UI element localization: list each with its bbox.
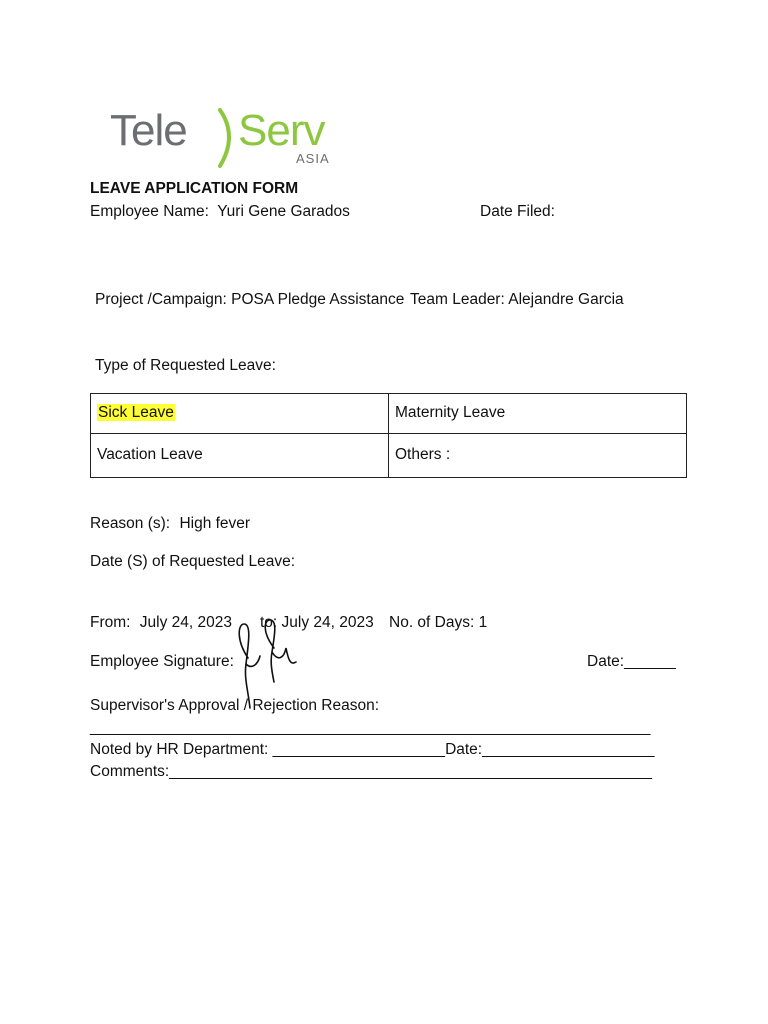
to-label: to: [260,614,278,631]
vacation-leave-option: Vacation Leave [97,446,203,464]
comments-label: Comments: [90,763,170,780]
reason-value[interactable]: High fever [179,515,251,532]
hr-date-line[interactable]: ____________________ [482,741,655,758]
table-row [91,394,687,434]
hr-row [90,741,655,759]
team-leader-row [410,291,624,309]
hr-noted-line[interactable]: ____________________ [272,741,446,758]
maternity-leave-cell[interactable] [389,394,687,434]
reason-row [90,515,250,533]
from-date-value[interactable]: July 24, 2023 [139,614,232,631]
leave-type-table [90,393,687,478]
others-leave-cell[interactable] [389,433,687,477]
project-value[interactable]: POSA Pledge Assistance [231,291,405,308]
hr-noted-label: Noted by HR Department: [90,741,269,758]
days-value[interactable]: 1 [478,614,488,631]
maternity-leave-option: Maternity Leave [395,404,506,422]
teleserv-logo [110,108,350,170]
supervisor-approval-line[interactable]: _________________________________________________________________ [90,719,651,736]
reason-label: Reason (s): [90,515,171,532]
project-row [95,291,404,309]
signature-date-label: Date: [587,653,625,670]
requested-dates-label: Date (S) of Requested Leave: [90,553,296,570]
from-label: From: [90,614,131,631]
others-leave-option: Others : [395,446,451,464]
employee-name-label: Employee Name: [90,203,209,220]
logo-text-asia: ASIA [296,151,330,166]
form-title: LEAVE APPLICATION FORM [90,180,299,197]
days-row [389,614,487,632]
logo-text-serv: Serv [238,106,325,155]
signature-date-row [587,653,676,671]
team-leader-value[interactable]: Alejandre Garcia [508,291,624,308]
leave-type-label: Type of Requested Leave: [95,357,276,374]
hr-date-label: Date: [445,741,483,758]
comments-line[interactable]: ________________________________________________________ [169,763,652,780]
employee-name-value[interactable]: Yuri Gene Garados [217,203,350,220]
employee-name-row [90,203,350,221]
logo-text-tele: Tele [110,106,187,155]
table-row [91,433,687,477]
employee-signature-label: Employee Signature: [90,653,234,670]
supervisor-approval-label: Supervisor's Approval / Rejection Reason: [90,697,379,714]
sick-leave-option: Sick Leave [98,404,174,422]
project-label: Project /Campaign: [95,291,227,308]
comments-row [90,763,652,781]
days-label: No. of Days: [389,614,475,631]
from-row [90,614,232,632]
team-leader-label: Team Leader: [410,291,505,308]
sick-leave-cell[interactable] [91,394,389,434]
to-date-value[interactable]: July 24, 2023 [281,614,374,631]
date-filed-label: Date Filed: [480,203,555,220]
vacation-leave-cell[interactable] [91,433,389,477]
signature-date-line[interactable]: ______ [624,653,676,670]
